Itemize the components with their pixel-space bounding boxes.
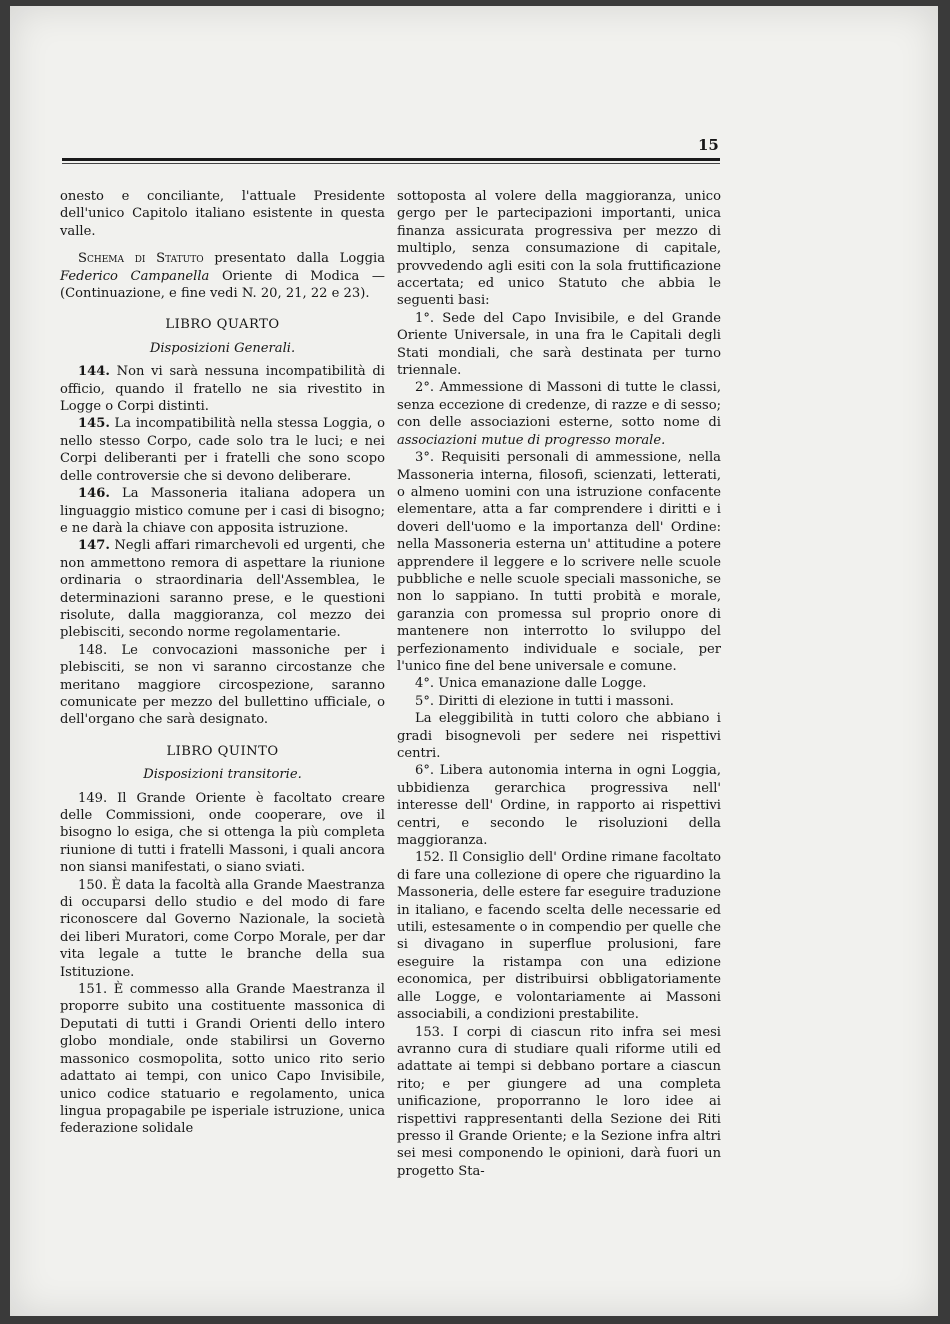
article-144-number: 144. (78, 364, 110, 380)
basis-6: 6°. Libera autonomia interna in ogni Loggia, ubbidienza gerarchica progressiva nell' interesse dell' Ordine, in rapporto ai rispettivi centri, e secondo le risoluzioni della maggioranza. (397, 763, 721, 849)
article-150: 150. È data la facoltà alla Grande Maestranza di occuparsi dello studio e del modo di fare riconoscere dal Governo Nazionale, la società dei liberi Muratori, come Corpo Morale, per dar vita legale a tutte le branche della sua Istituzione. (60, 877, 385, 980)
document-page (10, 6, 938, 1316)
basis-4: 4°. Unica emanazione dalle Logge. (415, 676, 647, 692)
article-145-text: La incompatibilità nella stessa Loggia, o nello stesso Corpo, cade solo tra le luci; e nei Corpi deliberanti per i fratelli che sono scopo delle controversie che si devono deliberare. (60, 416, 385, 484)
article-148: 148. Le convocazioni massoniche per i plebisciti, se non vi saranno circostanze che meritano maggiore circospezione, saranno comunicate per mezzo del bullettino ufficiale, o dell'organo che sarà designato. (60, 642, 385, 728)
article-146 (60, 485, 385, 537)
left-column (60, 188, 385, 1138)
schema-smallcaps: Schema di Statuto (78, 251, 204, 267)
schema-text: presentato dalla Loggia (203, 251, 386, 267)
article-147-text: Negli affari rimarchevoli ed urgenti, che non ammettono remora di aspettare la riunione ordinaria o straordinaria dell'Assemblea, le determinazioni saranno prese, e le questioni risolute, dalla maggioranza, col mezzo dei plebisciti, secondo norme regolamentarie. (60, 538, 385, 641)
basis-2-italic: associazioni mutue di progresso morale. (397, 432, 666, 448)
header-rule-thin (62, 163, 720, 164)
article-149: 149. Il Grande Oriente è facoltato creare delle Commissioni, onde cooperare, ove il bisogno lo esiga, che si ottenga la più completa riunione di tutti i fratelli Massoni, i quali ancora non siansi manifestati, o siano sviati. (60, 790, 385, 876)
article-145 (60, 415, 385, 485)
article-151: 151. È commesso alla Grande Maestranza il proporre subito una costituente massonica di Deputati di tutti i Grandi Orienti dello intero globo mondiale, onde stabilirsi un Governo massonico cosmopolita, sotto unico rito serio adattato ai tempi, con unico Capo Invisibile, unico codice statuario e regolamento, unica lingua propagabile pe isperiale istruzione, unica federazione solidale (60, 982, 385, 1137)
article-152: 152. Il Consiglio dell' Ordine rimane facoltato di fare una collezione di opere che riguardino la Massoneria, delle estere far eseguire traduzione in italiano, e facendo scelta delle necessarie ed utili, estesamente o in compendio per quelle che si divagano in superflue prolusioni, fare eseguire la ristampa con una edizione economica, per distribuirsi obbligatoriamente alle Logge, e volontariamente ai Massoni associabili, a condizioni prestabilite. (397, 850, 721, 1023)
intro-paragraph: onesto e conciliante, l'attuale Presidente dell'unico Capitolo italiano esistente in questa valle. (60, 189, 385, 239)
basis-3: 3°. Requisiti personali di ammessione, nella Massoneria interna, filosofi, scienzati, letterati, o almeno uomini con una istruzione confacente elementare, atta a far comprendere i diritti e i doveri dell'uomo e la importanza dell' Ordine: nella Massoneria esterna un' attitudine a potere apprendere il leggere e lo scrivere nelle scuole pubbliche e nelle scuole speciali massoniche, se non lo sappiano. In tutti probità e morale, garanzia con promessa sul proprio onore di mantenere non interrotto lo sviluppo del perfezionamento individuale e sociale, per l'unico fine del bene universale e comune. (397, 450, 721, 674)
article-147-number: 147. (78, 538, 110, 554)
schema-paragraph (60, 250, 385, 302)
section-heading-libro-quarto: LIBRO QUARTO (165, 317, 280, 333)
subheading-disposizioni-generali: Disposizioni Generali. (149, 340, 296, 356)
page-number: 15 (698, 136, 719, 154)
article-146-text: La Massoneria italiana adopera un linguaggio mistico comune per i casi di bisogno; e ne darà la chiave con apposita istruzione. (60, 486, 385, 536)
basis-2-text: 2°. Ammessione di Massoni di tutte le classi, senza eccezione di credenze, di razze e di sesso; con delle associazioni esterne, sotto nome di (397, 380, 721, 431)
section-heading-libro-quinto: LIBRO QUINTO (166, 743, 279, 759)
continuation-paragraph: sottoposta al volere della maggioranza, unico gergo per le partecipazioni importanti, unica finanza assicurata progressiva per mezzo di multiplo, senza consumazione di capitale, provvedendo agli esiti con la sola fruttificazione accertata; ed unico Statuto che abbia le seguenti basi: (397, 189, 721, 309)
basis-1: 1°. Sede del Capo Invisibile, e del Grande Oriente Universale, in una fra le Capitali degli Stati mondiali, che sarà destinata per turno triennale. (397, 310, 721, 379)
article-147 (60, 537, 385, 641)
basis-5: 5°. Diritti di elezione in tutti i massoni. (415, 693, 674, 709)
right-column (397, 188, 721, 1180)
subheading-disposizioni-transitorie: Disposizioni transitorie. (143, 767, 302, 783)
article-146-number: 146. (78, 486, 110, 502)
article-145-number: 145. (78, 416, 110, 432)
article-153: 153. I corpi di ciascun rito infra sei mesi avranno cura di studiare quali riforme utili ed adattate ai tempi si debbano portare a ciascun rito; e per giungere ad una completa unificazione, proporranno le loro idee ai rispettivi rappresentanti della Sezione dei Riti presso il Grande Oriente; e la Sezione infra altri sei mesi componendo le opinioni, darà fuori un progetto Sta- (397, 1024, 721, 1179)
basis-2 (397, 379, 721, 449)
eligibility-paragraph: La eleggibilità in tutti coloro che abbiano i gradi bisognevoli per sedere nei rispettivi centri. (397, 711, 721, 761)
header-rule (62, 158, 720, 161)
schema-text-end: Oriente di Modica — (Continuazione, e fine vedi N. 20, 21, 22 e 23). (60, 268, 385, 302)
article-144 (60, 363, 385, 415)
schema-lodge-name: Federico Campanella (60, 268, 210, 284)
article-144-text: Non vi sarà nessuna incompatibilità di officio, quando il fratello ne sia rivestito in Logge o Corpi distinti. (60, 364, 385, 415)
